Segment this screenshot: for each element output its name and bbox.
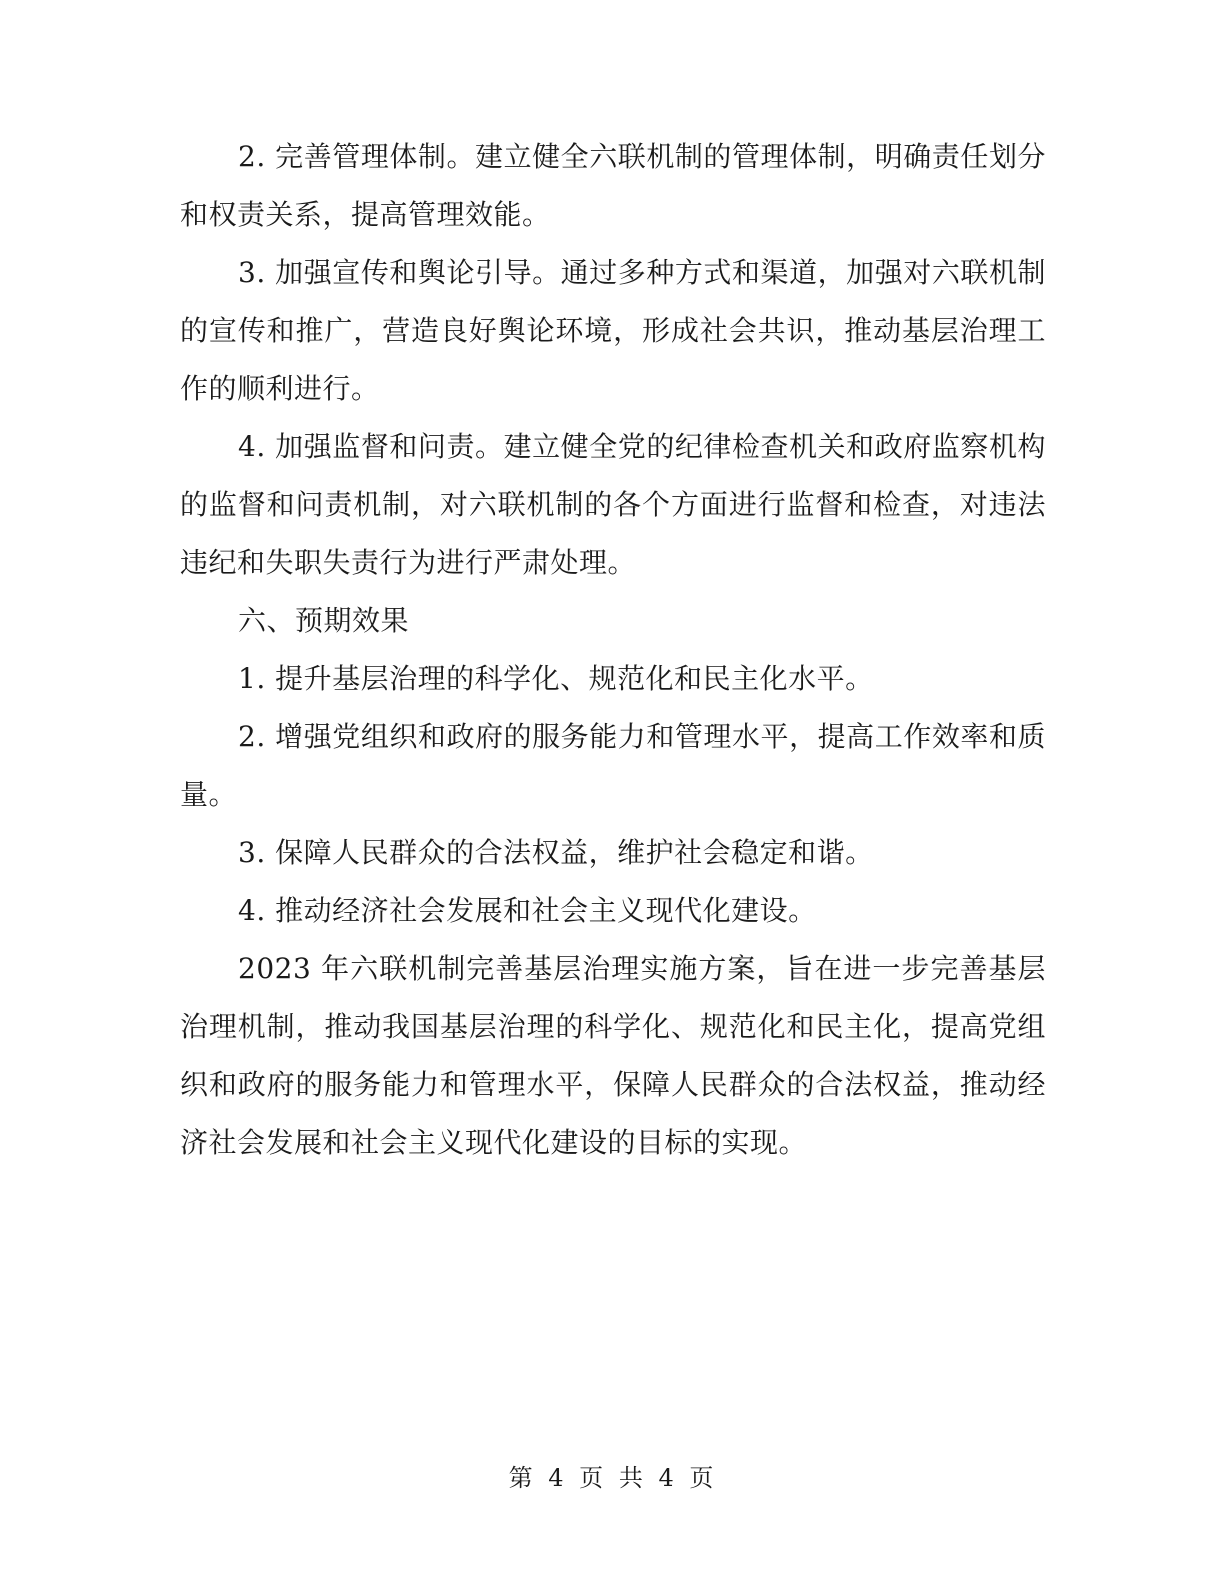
paragraph-supervision-accountability: 4. 加强监督和问责。建立健全党的纪律检查机关和政府监察机构的监督和问责机制，对六联机制的各个方面进行监督和检查，对违法违纪和失职失责行为进行严肃处理。 [180, 430, 1046, 579]
footer-total-pages: 4 [658, 1464, 676, 1492]
paragraph-effect-2: 2. 增强党组织和政府的服务能力和管理水平，提高工作效率和质量。 [180, 720, 1046, 811]
footer-suffix: 页 [689, 1464, 716, 1492]
footer-page-word: 页 [579, 1464, 606, 1492]
paragraph-effect-4: 4. 推动经济社会发展和社会主义现代化建设。 [238, 894, 817, 927]
footer-current-page: 4 [548, 1464, 566, 1492]
footer-total-word: 共 [618, 1464, 645, 1492]
paragraph-conclusion: 2023 年六联机制完善基层治理实施方案，旨在进一步完善基层治理机制，推动我国基层治理的科学化、规范化和民主化，提高党组织和政府的服务能力和管理水平，保障人民群众的合法权益，推动经济社会发展和社会主义现代化建设的目标的实现。 [180, 952, 1046, 1159]
paragraph-effect-3: 3. 保障人民群众的合法权益，维护社会稳定和谐。 [238, 836, 874, 869]
paragraph-effect-1: 1. 提升基层治理的科学化、规范化和民主化水平。 [238, 662, 874, 695]
footer-prefix: 第 [508, 1464, 535, 1492]
paragraph-publicity-guidance: 3. 加强宣传和舆论引导。通过多种方式和渠道，加强对六联机制的宣传和推广，营造良好舆论环境，形成社会共识，推动基层治理工作的顺利进行。 [180, 256, 1046, 405]
section-heading-expected-effects: 六、预期效果 [238, 604, 410, 637]
document-body [180, 128, 1046, 1172]
page-footer [0, 1460, 1224, 1496]
paragraph-management-system: 2. 完善管理体制。建立健全六联机制的管理体制，明确责任划分和权责关系，提高管理效能。 [180, 140, 1046, 231]
